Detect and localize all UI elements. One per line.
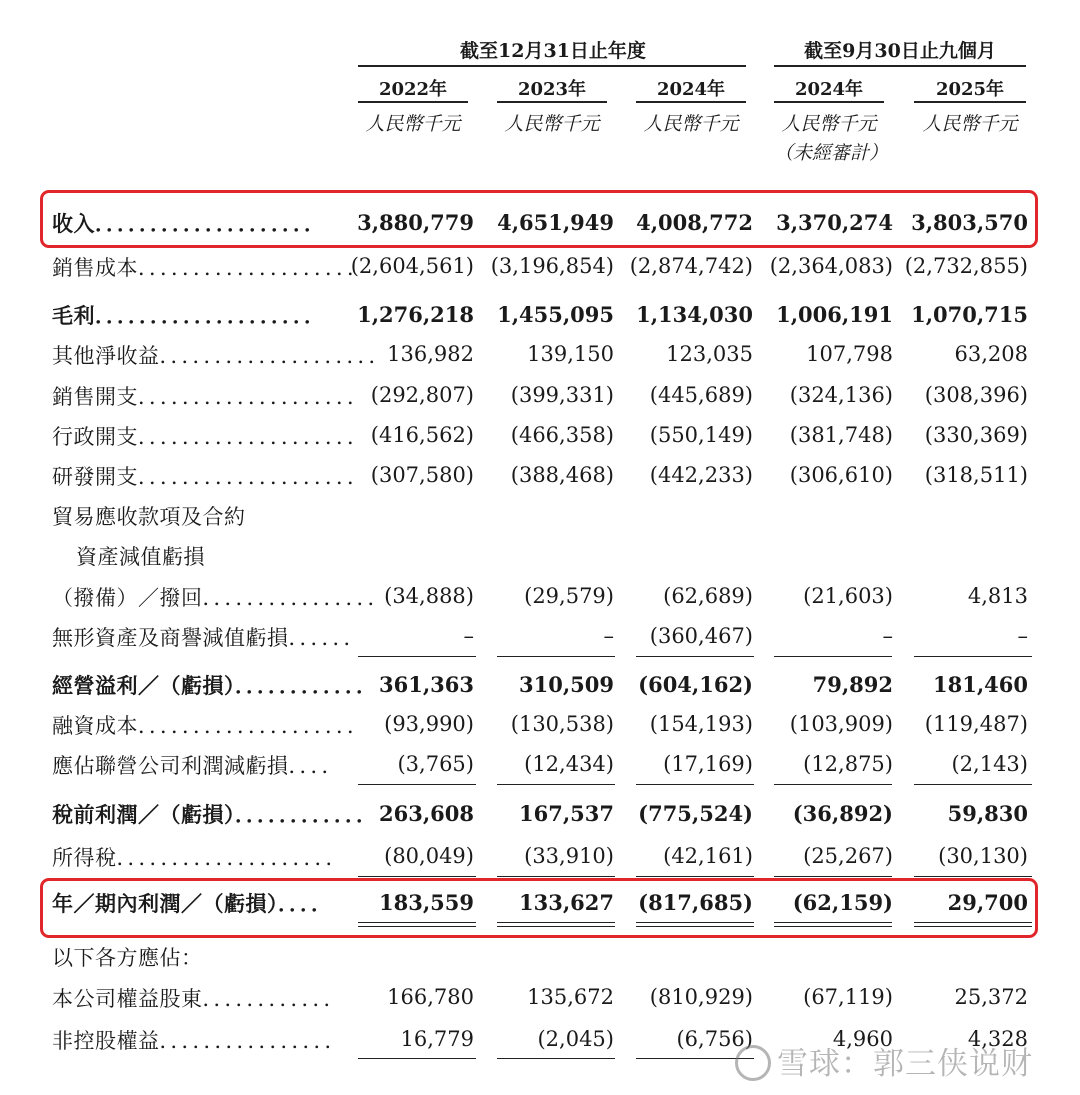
snowball-logo-icon [735,1045,771,1081]
subtotal-rule [497,784,615,785]
cell-value: (154,193) [649,712,753,736]
year-header-2025-nine-months: 2025年 [935,79,1005,100]
cell-value: 4,651,949 [497,210,614,235]
cell-value: (30,130) [938,844,1028,868]
cell-value: (34,888) [384,584,474,608]
subtotal-rule [636,876,754,877]
cell-value: (12,875) [803,752,893,776]
table-row [0,578,1080,614]
table-row [0,706,1080,742]
cell-value: (119,487) [924,712,1028,736]
row-label: 以下各方應佔： [52,946,203,970]
table-row [0,979,1080,1015]
cell-value: 25,372 [954,985,1028,1009]
cell-value: (36,892) [792,801,893,826]
row-label: 經營溢利／（虧損）．．．．．．．．．．．． [52,673,378,698]
unit-header-2023: 人民幣千元 [504,113,600,135]
subtotal-rule [774,656,892,657]
cell-value: 79,892 [812,672,893,697]
row-label: 所得稅．．．．．．．．．．．．．．．．．．．． [52,846,347,870]
year-rule-2025-nine-months [914,101,1026,103]
row-label: 融資成本．．．．．．．．．．．．．．．．．．．． [52,714,369,738]
table-row [0,417,1080,453]
subtotal-rule [358,876,476,877]
cell-value: 3,803,570 [911,210,1028,235]
cell-value: (318,511) [924,463,1028,487]
table-row [0,666,1080,702]
cell-value: (80,049) [384,844,474,868]
cell-value: 181,460 [933,672,1028,697]
cell-value: (308,396) [924,383,1028,407]
cell-value: (399,331) [510,383,614,407]
subtotal-rule [914,656,1032,657]
cell-value: 4,960 [832,1027,893,1051]
cell-value: (12,434) [524,752,614,776]
year-header-2024: 2024年 [656,79,726,100]
cell-value: 166,780 [387,985,474,1009]
table-row [0,296,1080,332]
row-label: 貿易應收款項及合約 [52,505,246,529]
cell-value: (416,562) [370,423,474,447]
cell-value: (324,136) [789,383,893,407]
cell-value: 310,509 [519,672,614,697]
subtotal-rule [358,1058,476,1059]
row-label: 銷售開支．．．．．．．．．．．．．．．．．．．． [52,385,369,409]
row-label: 無形資產及商譽減值虧損．．．．．． [52,626,365,650]
table-row [0,377,1080,413]
unit-header-2022: 人民幣千元 [365,113,461,135]
row-label: （撥備）／撥回．．．．．．．．．．．．．．．． [52,586,389,610]
unaudited-note: （未經審計） [774,142,889,164]
subtotal-rule [774,784,892,785]
period-header-annual: 截至12月31日止年度 [460,40,646,62]
cell-value: (306,610) [789,463,893,487]
cell-value: 4,328 [967,1027,1028,1051]
unit-header-2025-nine-months: 人民幣千元 [922,113,1018,135]
cell-value: 59,830 [947,801,1028,826]
revenue-highlight-box [40,190,1038,248]
subtotal-rule [914,876,1032,877]
cell-value: (93,990) [384,712,474,736]
subtotal-rule [636,656,754,657]
cell-value: (130,538) [510,712,614,736]
period-rule-nine-months [774,65,1026,67]
cell-value: (62,159) [792,890,893,915]
row-label: 毛利．．．．．．．．．．．．．．．．．．．． [52,303,326,328]
subtotal-rule [497,656,615,657]
cell-value: 1,006,191 [776,302,893,327]
cell-value: (442,233) [649,463,753,487]
table-row [0,336,1080,372]
watermark: 雪球：郭三侠说财 [735,1038,1033,1084]
cell-value: (21,603) [803,584,893,608]
year-header-2024-nine-months: 2024年 [794,79,864,100]
year-rule-2023 [497,101,607,103]
cell-value: (466,358) [510,423,614,447]
cell-value: (2,045) [537,1027,614,1051]
cell-value: (62,689) [663,584,753,608]
cell-value: (307,580) [370,463,474,487]
period-header-nine-months: 截至9月30日止九個月 [804,40,996,62]
cell-value: (360,467) [649,624,753,648]
row-label: 稅前利潤／（虧損）．．．．．．．．．．．． [52,802,378,827]
cell-value: (550,149) [649,423,753,447]
year-rule-2022 [358,101,468,103]
row-label: 銷售成本．．．．．．．．．．．．．．．．．．．． [52,256,369,280]
cell-value: 29,700 [947,890,1028,915]
cell-value: 361,363 [379,672,474,697]
cell-value: (330,369) [924,423,1028,447]
cell-value: (67,119) [803,985,893,1009]
row-label: 應佔聯營公司利潤減虧損．．．． [52,754,343,778]
subtotal-rule [774,876,892,877]
cell-value: (2,604,561) [350,254,474,278]
year-rule-2024-nine-months [774,101,884,103]
cell-value: 1,134,030 [636,302,753,327]
cell-value: 4,008,772 [636,210,753,235]
net-profit-highlight-box [40,878,1038,938]
cell-value: 16,779 [400,1027,474,1051]
table-row [0,838,1080,874]
cell-value: 1,455,095 [497,302,614,327]
table-row [0,248,1080,284]
year-header-2023: 2023年 [517,79,587,100]
year-rule-2024 [636,101,746,103]
unit-header-2024-nine-months: 人民幣千元 [781,113,877,135]
cell-value: 123,035 [666,342,753,366]
cell-value: 135,672 [527,985,614,1009]
cell-value: 107,798 [806,342,893,366]
cell-value: (33,910) [524,844,614,868]
cell-value: (381,748) [789,423,893,447]
cell-value: (17,169) [663,752,753,776]
cell-value: (2,364,083) [769,254,893,278]
row-label: 收入．．．．．．．．．．．．．．．．．．．． [52,211,326,236]
table-row [0,618,1080,654]
cell-value: 1,070,715 [911,302,1028,327]
cell-value: (2,874,742) [629,254,753,278]
year-header-2022: 2022年 [378,79,448,100]
cell-value: 263,608 [379,801,474,826]
cell-value: – [463,624,474,648]
cell-value: 183,559 [379,890,474,915]
row-label: 其他淨收益．．．．．．．．．．．．．．．．．．．． [52,344,390,368]
subtotal-rule [497,876,615,877]
table-row [0,938,1080,974]
cell-value: (3,196,854) [490,254,614,278]
unit-header-2024: 人民幣千元 [643,113,739,135]
table-row [0,746,1080,782]
table-row [0,537,1080,573]
cell-value: 136,982 [387,342,474,366]
cell-value: 167,537 [519,801,614,826]
row-label: 本公司權益股東．．．．．．．．．．．． [52,987,345,1011]
cell-value: (292,807) [370,383,474,407]
cell-value: (2,732,855) [904,254,1028,278]
cell-value: – [882,624,893,648]
row-label: 研發開支．．．．．．．．．．．．．．．．．．．． [52,465,369,489]
period-rule-annual [358,65,746,67]
table-row [0,457,1080,493]
subtotal-rule [636,784,754,785]
cell-value: 4,813 [967,584,1028,608]
cell-value: (29,579) [524,584,614,608]
cell-value: (445,689) [649,383,753,407]
subtotal-rule [497,1058,615,1059]
cell-value: 3,880,779 [357,210,474,235]
cell-value: (103,909) [789,712,893,736]
subtotal-rule [358,656,476,657]
row-label: 資產減值虧損 [76,545,205,569]
row-label: 非控股權益．．．．．．．．．．．．．．．． [52,1029,346,1053]
cell-value: (817,685) [638,890,753,915]
table-row [0,795,1080,831]
cell-value: 133,627 [519,890,614,915]
cell-value: (3,765) [397,752,474,776]
cell-value: (2,143) [951,752,1028,776]
cell-value: (810,929) [649,985,753,1009]
cell-value: (775,524) [638,801,753,826]
row-label: 年／期內利潤／（虧損）．．．． [52,891,333,916]
cell-value: (604,162) [638,672,753,697]
cell-value: – [1017,624,1028,648]
cell-value: (25,267) [803,844,893,868]
cell-value: 139,150 [527,342,614,366]
cell-value: (42,161) [663,844,753,868]
cell-value: 1,276,218 [357,302,474,327]
table-row [0,497,1080,533]
subtotal-rule [358,784,476,785]
cell-value: (388,468) [510,463,614,487]
cell-value: – [603,624,614,648]
cell-value: 3,370,274 [776,210,893,235]
subtotal-rule [914,784,1032,785]
cell-value: (6,756) [676,1027,753,1051]
cell-value: 63,208 [954,342,1028,366]
row-label: 行政開支．．．．．．．．．．．．．．．．．．．． [52,425,369,449]
